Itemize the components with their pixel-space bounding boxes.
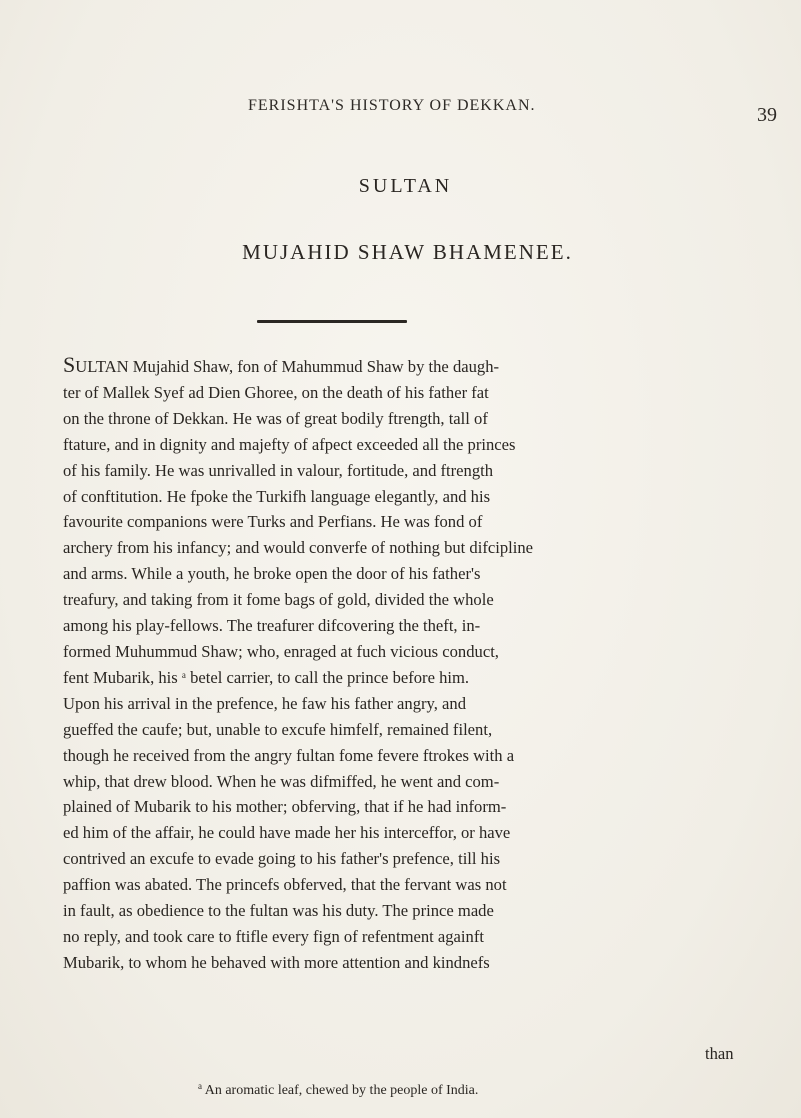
footnote (198, 1083, 478, 1099)
body-line-11: among his play-fellows. The treafurer difcovering the theft, in- (63, 616, 481, 636)
body-line-9: and arms. While a youth, he broke open the door of his father's (63, 564, 481, 584)
body-line-10: treafury, and taking from it fome bags of gold, divided the whole (63, 590, 494, 610)
body-line-17: whip, that drew blood. When he was difmiffed, he went and com- (63, 771, 500, 791)
body-line-13 (63, 665, 746, 691)
body-line-4: ftature, and in dignity and majefty of afpect exceeded all the princes (63, 434, 516, 454)
body-line-23: no reply, and took care to ftifle every fign of refentment againft (63, 926, 484, 946)
catchword: than (705, 1044, 734, 1063)
body-line-19: ed him of the affair, he could have made her his interceffor, or have (63, 823, 511, 843)
page-number: 39 (757, 104, 777, 126)
body-line-14: Upon his arrival in the prefence, he faw his father angry, and (63, 693, 467, 713)
running-header: FERISHTA'S HISTORY OF DEKKAN. (248, 97, 536, 114)
body-text (63, 352, 746, 976)
lead-caps: ULTAN (75, 357, 129, 376)
body-line-12: formed Muhummud Shaw; who, enraged at fuch vicious conduct, (63, 641, 499, 661)
body-line-3: on the throne of Dekkan. He was of great bodily ftrength, tall of (63, 408, 488, 428)
body-line-20: contrived an excufe to evade going to his father's prefence, till his (63, 849, 501, 869)
body-line-2: ter of Mallek Syef ad Dien Ghoree, on the death of his father fat (63, 382, 489, 402)
body-line-1 (63, 352, 746, 380)
body-line-5: of his family. He was unrivalled in valour, fortitude, and ftrength (63, 460, 494, 480)
body-line-15: gueffed the caufe; but, unable to excufe himfelf, remained filent, (63, 719, 493, 739)
footnote-marker: a (198, 1081, 202, 1091)
body-line-6: of conftitution. He fpoke the Turkifh language elegantly, and his (63, 486, 491, 506)
chapter-title-line-1: SULTAN (358, 175, 453, 197)
body-line-24: Mubarik, to whom he behaved with more attention and kindnefs (63, 952, 490, 972)
body-line-21: paffion was abated. The princefs obferved, that the fervant was not (63, 875, 507, 895)
drop-initial: S (63, 352, 76, 377)
body-line-13-end: betel carrier, to call the prince before him. (190, 667, 470, 687)
footnote-text: An aromatic leaf, chewed by the people of India. (204, 1083, 479, 1098)
body-line-18: plained of Mubarik to his mother; obferving, that if he had inform- (63, 797, 507, 817)
body-line-7: favourite companions were Turks and Perfians. He was fond of (63, 512, 483, 532)
body-line-13-start: fent Mubarik, his (63, 667, 178, 687)
body-line-8: archery from his infancy; and would converfe of nothing but difcipline (63, 538, 534, 558)
chapter-title-line-2: MUJAHID SHAW BHAMENEE. (242, 240, 573, 264)
title-rule (257, 320, 407, 323)
footnote-reference: a (181, 669, 186, 680)
body-line-22: in fault, as obedience to the fultan was his duty. The prince made (63, 901, 494, 921)
body-line-16: though he received from the angry fultan fome fevere ftrokes with a (63, 745, 515, 765)
body-line-1-text: Mujahid Shaw, fon of Mahummud Shaw by the daugh- (128, 357, 500, 376)
